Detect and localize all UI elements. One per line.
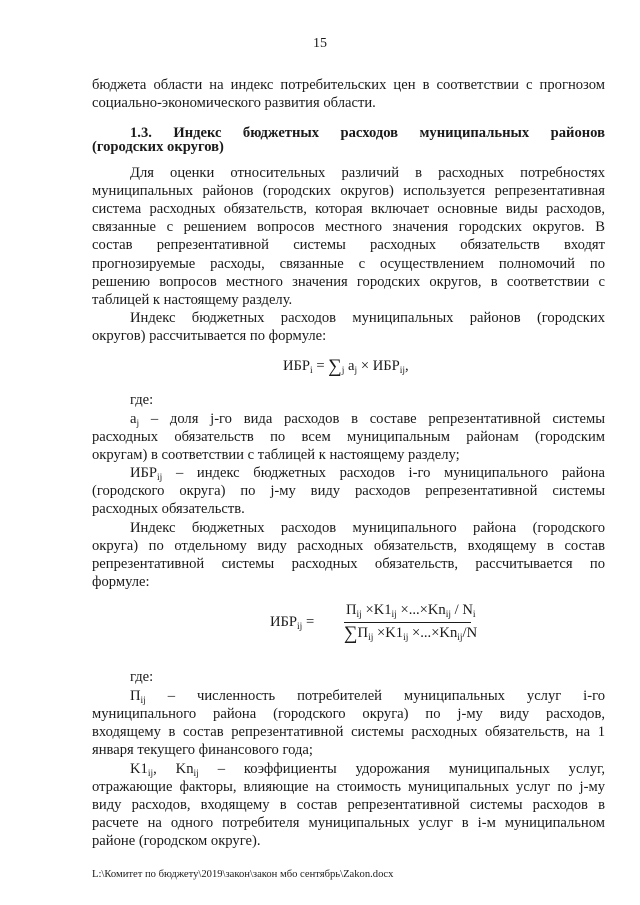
def-a-symbol: a <box>130 411 137 427</box>
def-p-text: – численность потребителей муниципальных услуг i-го <box>145 688 605 704</box>
def-ibr-text: – индекс бюджетных расходов i-го муниципального района <box>162 465 605 481</box>
para1-line-8: таблицей к настоящему разделу. <box>92 292 293 308</box>
para1-line-1: Для оценки относительных различий в расходных потребностях <box>130 165 605 181</box>
para1-line-6: прогнозируемые расходы, связанные с осуществлением полномочий по <box>92 256 605 272</box>
def-ibr-line-1 <box>92 464 605 482</box>
def-ibr-line-3: расходных обязательств. <box>92 501 245 517</box>
para3-line-4: формуле: <box>92 574 150 590</box>
def-p-symbol-sub: ij <box>140 696 146 706</box>
formula2-den-sum-sign: ∑ <box>344 623 358 644</box>
def-k1-symbol-sub: ij <box>147 769 154 779</box>
def-k-line-5: районе (городском округе). <box>92 833 261 849</box>
para1-line-4: связанные с решением вопросов местного значения городских округов. В <box>92 219 605 235</box>
def-ibr-symbol-sub: ij <box>157 473 163 483</box>
def-k-line-3: виду расходов, входящему в состав репрезентативной системы расходов в <box>92 797 605 813</box>
formula1-times: × <box>357 358 373 374</box>
formula2-num-kn-sub: ij <box>445 610 451 620</box>
formula1-ibr-sub: ij <box>399 366 406 376</box>
para1-line-5: состав репрезентативной системы расходных обязательств входят <box>92 237 605 253</box>
intro-line-1: бюджета области на индекс потребительских цен в соответствии с прогнозом <box>92 77 605 93</box>
formula2-lhs-group <box>270 614 314 631</box>
formula2-den-p: П <box>357 625 369 641</box>
para1-line-7: решению вопросов местного значения городских округов, в соответствии с <box>92 274 605 290</box>
def-p-line-4: января текущего финансового года; <box>92 742 313 758</box>
where-label-1: где: <box>130 392 154 408</box>
def-ibr-line-2: (городского округа) по j-му виду расходов репрезентативной системы <box>92 483 605 499</box>
def-a-symbol-sub: j <box>136 419 140 429</box>
def-kn-symbol: , Kn <box>153 761 194 777</box>
para3-line-1: Индекс бюджетных расходов муниципального района (городского <box>130 520 605 536</box>
def-p-line-3: входящему в состав репрезентативной системы расходных обязательств, на 1 <box>92 724 605 740</box>
def-p-symbol: П <box>130 688 141 704</box>
formula2-den-n: /N <box>462 625 478 641</box>
formula2-lhs-sub: ij <box>297 622 303 632</box>
formula2-num-n-sub: i <box>472 610 476 620</box>
formula2-denominator <box>344 625 477 642</box>
formula1-ibr: ИБР <box>372 358 400 374</box>
def-a-line-3: округам) в соответствии с таблицей к настоящему разделу; <box>92 447 460 463</box>
formula2-den-k1-sub: ij <box>403 633 409 643</box>
para2-line-1: Индекс бюджетных расходов муниципальных районов (городских <box>130 310 605 326</box>
def-k-line-4: расчете на одного потребителя муниципальных услуг в i-м муниципальном <box>92 815 605 831</box>
formula2-num-p-sub: ij <box>356 610 362 620</box>
formula2-num-p: П <box>346 602 357 618</box>
def-k-text: – коэффициенты удорожания муниципальных услуг, <box>198 761 605 777</box>
formula2-num-k1: ×K1 <box>361 602 392 618</box>
def-a-text: – доля j-го вида расходов в составе репрезентативной системы <box>139 411 605 427</box>
formula2-num-kn: ×...×Kn <box>396 602 446 618</box>
page-number: 15 <box>313 36 327 51</box>
def-p-line-2: муниципального района (городского округа) по j-му виду расходов, <box>92 706 605 722</box>
formula2-lhs: ИБР <box>270 614 298 630</box>
para3-line-2: округа) по отдельному виду расходных обязательств, входящему в состав <box>92 538 605 554</box>
formula2-eq: = <box>302 614 315 630</box>
def-kn-symbol-sub: ij <box>193 769 199 779</box>
footer-file-path: L:\Комитет по бюджету\2019\закон\закон мбо сентябрь\Zakon.docx <box>92 869 394 880</box>
formula2-den-kn-sub: ij <box>457 633 463 643</box>
intro-line-2: социально-экономического развития области. <box>92 95 376 111</box>
formula1-a: a <box>344 358 355 374</box>
def-k1-symbol: K1 <box>130 761 148 777</box>
formula1-lhs-sub: i <box>310 366 313 376</box>
formula2-num-n: / N <box>451 602 473 618</box>
para1-line-3: система расходных обязательств, которая включает основные виды расходов, <box>92 201 605 217</box>
formula1-tail: , <box>405 358 409 374</box>
para2-line-2: округов) рассчитывается по формуле: <box>92 328 327 344</box>
formula1-lhs: ИБР <box>283 358 311 374</box>
formula2-den-kn: ×...×Kn <box>408 625 458 641</box>
formula-ibr-ij <box>270 602 478 652</box>
formula2-fraction-bar <box>344 622 471 623</box>
def-k-line-2: отражающие факторы, влияющие на стоимость муниципальных услуг по j-му <box>92 779 605 795</box>
section-heading-line-1: 1.3. Индекс бюджетных расходов муниципальных районов <box>130 125 605 141</box>
formula2-num-k1-sub: ij <box>391 610 397 620</box>
formula2-den-p-sub: ij <box>368 633 374 643</box>
formula-ibr-i <box>283 358 409 375</box>
formula1-sum-sub: j <box>341 366 345 376</box>
formula1-sum-sign: ∑ <box>328 356 342 377</box>
formula1-a-sub: j <box>354 366 358 376</box>
para3-line-3: репрезентативной системы расходных обязательств, рассчитывается по <box>92 556 605 572</box>
def-a-line-2: расходных обязательств по всем муниципальным районам (городским <box>92 429 605 445</box>
def-p-line-1 <box>92 687 605 705</box>
section-heading-line-2: (городских округов) <box>92 139 224 155</box>
formula2-numerator <box>346 602 476 619</box>
where-label-2: где: <box>130 669 154 685</box>
para1-line-2: муниципальных районов (городских округов) используется репрезентативная <box>92 183 605 199</box>
def-ibr-symbol: ИБР <box>130 465 158 481</box>
def-a-line-1 <box>92 410 605 428</box>
def-k-line-1 <box>92 760 605 778</box>
formula1-eq: = <box>312 358 329 374</box>
formula2-den-k1: ×K1 <box>373 625 404 641</box>
